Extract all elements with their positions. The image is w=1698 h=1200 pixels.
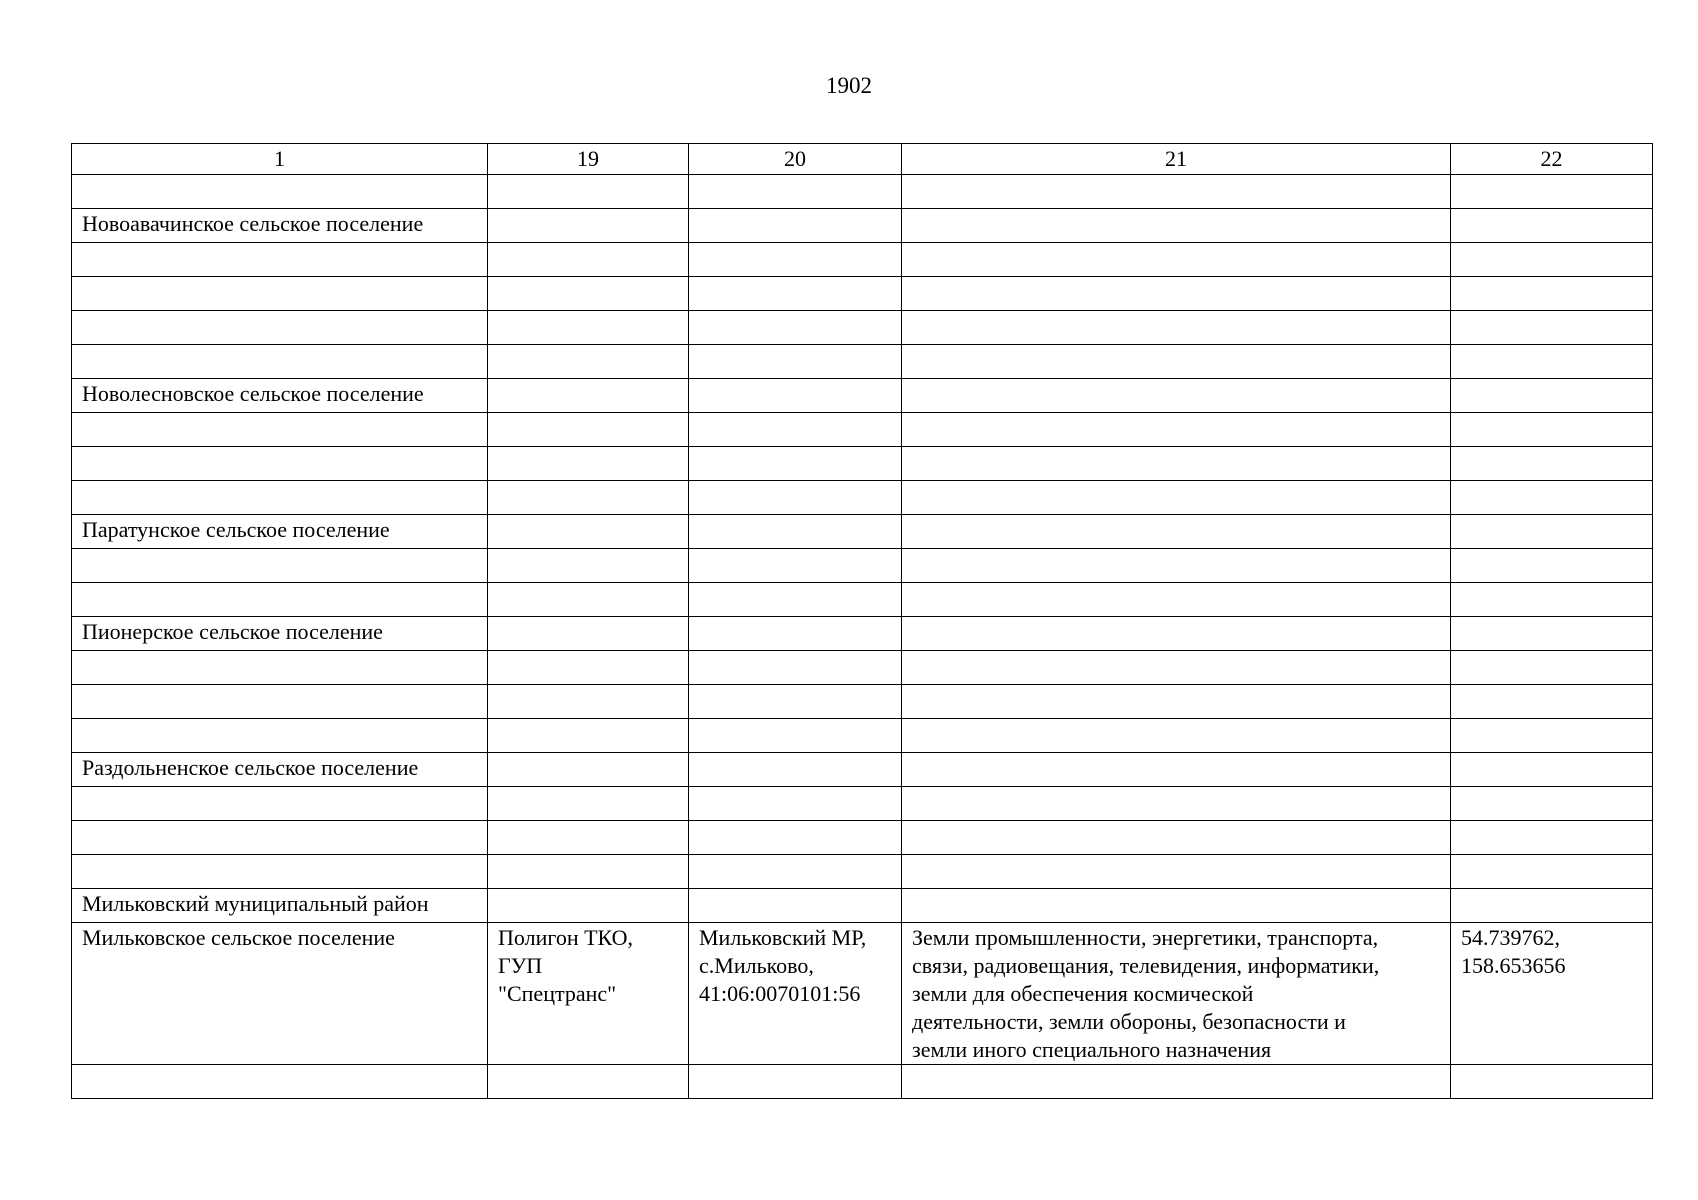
table-cell (689, 379, 902, 413)
table-row (72, 685, 1653, 719)
table-cell (1451, 345, 1653, 379)
table-cell (72, 583, 488, 617)
table-cell (488, 413, 689, 447)
table-cell (1451, 753, 1653, 787)
table-cell (1451, 889, 1653, 923)
table-cell (902, 481, 1451, 515)
table-row (72, 515, 1653, 549)
table-cell (1451, 821, 1653, 855)
table-cell (488, 821, 689, 855)
table-row (72, 379, 1653, 413)
table-cell: Земли промышленности, энергетики, транспорта, связи, радиовещания, телевидения, информатики, земли для обеспечения космической деятельности, земли обороны, безопасности и земли иного специального назначения (902, 923, 1451, 1065)
table-cell (902, 311, 1451, 345)
table-cell: Полигон ТКО, ГУП "Спецтранс" (488, 923, 689, 1065)
table-cell (902, 243, 1451, 277)
table-cell (902, 549, 1451, 583)
table-cell (72, 685, 488, 719)
table-cell (1451, 651, 1653, 685)
table-cell (1451, 277, 1653, 311)
table-body (72, 175, 1653, 1099)
table-cell (488, 175, 689, 209)
table-cell (689, 583, 902, 617)
table-cell (72, 277, 488, 311)
table-cell (488, 277, 689, 311)
table-cell (902, 855, 1451, 889)
table-cell (72, 413, 488, 447)
table-cell (488, 481, 689, 515)
table-cell: Новоавачинское сельское поселение (72, 209, 488, 243)
table-cell (488, 1065, 689, 1099)
table-cell (488, 209, 689, 243)
table-cell (689, 889, 902, 923)
table-row (72, 923, 1653, 1065)
table-cell (902, 345, 1451, 379)
table-cell (902, 685, 1451, 719)
table-row (72, 1065, 1653, 1099)
table-cell (488, 379, 689, 413)
table-cell (1451, 175, 1653, 209)
table-cell (902, 821, 1451, 855)
table-cell (689, 447, 902, 481)
table-cell: Паратунское сельское поселение (72, 515, 488, 549)
column-header-20: 20 (689, 144, 902, 175)
table-cell (1451, 549, 1653, 583)
table-cell (1451, 311, 1653, 345)
table-cell (488, 549, 689, 583)
table-cell: 54.739762, 158.653656 (1451, 923, 1653, 1065)
table-cell (72, 243, 488, 277)
table-cell (689, 753, 902, 787)
table-cell (1451, 787, 1653, 821)
table-cell (689, 719, 902, 753)
table-row (72, 583, 1653, 617)
table-cell (689, 651, 902, 685)
table-cell (1451, 617, 1653, 651)
registry-table (71, 143, 1653, 1099)
table-row (72, 617, 1653, 651)
table-cell (689, 787, 902, 821)
table-cell (902, 583, 1451, 617)
table-cell (902, 447, 1451, 481)
table-row (72, 549, 1653, 583)
table-cell (72, 787, 488, 821)
table-cell (902, 889, 1451, 923)
table-cell (689, 413, 902, 447)
table-cell (689, 1065, 902, 1099)
table-cell (1451, 685, 1653, 719)
table-cell (488, 753, 689, 787)
table-cell (902, 651, 1451, 685)
table-row (72, 787, 1653, 821)
column-header-1: 1 (72, 144, 488, 175)
table-row (72, 413, 1653, 447)
table-cell: Мильковское сельское поселение (72, 923, 488, 1065)
table-cell (902, 753, 1451, 787)
table-row (72, 481, 1653, 515)
table-cell (488, 515, 689, 549)
table-cell (488, 243, 689, 277)
table-cell (72, 481, 488, 515)
table-cell (902, 413, 1451, 447)
table-cell (72, 447, 488, 481)
table-cell (689, 855, 902, 889)
table-cell (1451, 1065, 1653, 1099)
table-cell (689, 515, 902, 549)
table-cell (1451, 447, 1653, 481)
table-cell (1451, 243, 1653, 277)
table-cell (1451, 719, 1653, 753)
table-cell (689, 243, 902, 277)
table-cell (902, 277, 1451, 311)
table-cell (488, 719, 689, 753)
header-row (72, 144, 1653, 175)
table-cell (902, 787, 1451, 821)
table-row (72, 651, 1653, 685)
table-row (72, 753, 1653, 787)
table-cell: Мильковский МР, с.Мильково, 41:06:0070101:56 (689, 923, 902, 1065)
table-cell: Новолесновское сельское поселение (72, 379, 488, 413)
table-cell (488, 583, 689, 617)
table-cell (689, 821, 902, 855)
table-row (72, 345, 1653, 379)
table-header (72, 144, 1653, 175)
table-cell (488, 787, 689, 821)
table-row (72, 311, 1653, 345)
table-cell (488, 311, 689, 345)
table-cell (689, 311, 902, 345)
column-header-19: 19 (488, 144, 689, 175)
table-row (72, 447, 1653, 481)
table-cell (72, 719, 488, 753)
table-cell (72, 821, 488, 855)
table-cell (72, 1065, 488, 1099)
column-header-21: 21 (902, 144, 1451, 175)
table-cell (72, 311, 488, 345)
table-row (72, 889, 1653, 923)
table-row (72, 243, 1653, 277)
table-cell (488, 617, 689, 651)
table-row (72, 719, 1653, 753)
table-cell (902, 719, 1451, 753)
table-row (72, 209, 1653, 243)
table-cell (689, 277, 902, 311)
table-cell: Мильковский муниципальный район (72, 889, 488, 923)
table-cell (72, 855, 488, 889)
table-row (72, 175, 1653, 209)
table-cell (488, 651, 689, 685)
table-cell (1451, 515, 1653, 549)
table-cell (72, 175, 488, 209)
table-row (72, 821, 1653, 855)
table-cell (902, 617, 1451, 651)
table-cell (488, 685, 689, 719)
table-cell (902, 379, 1451, 413)
table-cell (1451, 209, 1653, 243)
table-cell: Раздольненское сельское поселение (72, 753, 488, 787)
table-cell (488, 447, 689, 481)
table-cell: Пионерское сельское поселение (72, 617, 488, 651)
table-cell (1451, 379, 1653, 413)
table-cell (689, 685, 902, 719)
table-cell (1451, 855, 1653, 889)
table-cell (689, 175, 902, 209)
table-cell (488, 889, 689, 923)
table-cell (1451, 413, 1653, 447)
column-header-22: 22 (1451, 144, 1653, 175)
table-cell (72, 549, 488, 583)
table-cell (902, 515, 1451, 549)
table-cell (689, 617, 902, 651)
table-row (72, 277, 1653, 311)
table-cell (72, 651, 488, 685)
page-number: 1902 (826, 73, 872, 98)
table-cell (72, 345, 488, 379)
table-cell (689, 481, 902, 515)
table-cell (1451, 583, 1653, 617)
table-cell (902, 209, 1451, 243)
table-cell (689, 345, 902, 379)
table-cell (689, 549, 902, 583)
table-row (72, 855, 1653, 889)
table-cell (689, 209, 902, 243)
table-cell (902, 1065, 1451, 1099)
table-cell (488, 345, 689, 379)
table-cell (488, 855, 689, 889)
table-cell (1451, 481, 1653, 515)
table-cell (902, 175, 1451, 209)
